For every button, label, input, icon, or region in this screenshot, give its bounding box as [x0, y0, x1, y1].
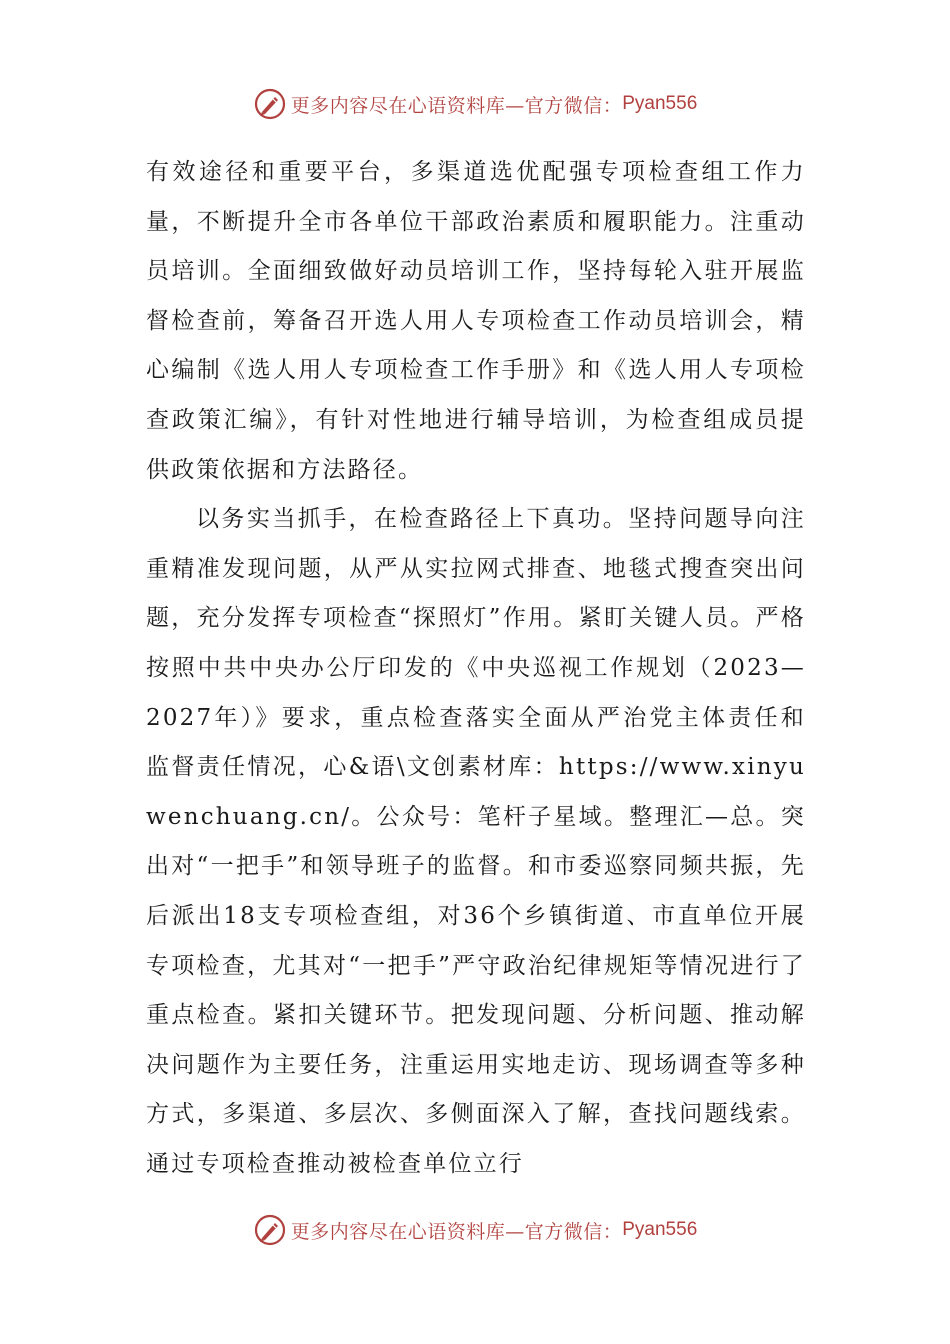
header-brand-text: 更多内容尽在心语资料库—官方微信： — [290, 94, 623, 117]
footer-wechat-handle: Pyan556 — [622, 1219, 698, 1240]
footer-watermark-banner — [0, 1210, 950, 1250]
header-watermark-banner — [0, 84, 950, 124]
header-wechat-handle: Pyan556 — [622, 93, 698, 114]
paragraph-1: 有效途径和重要平台，多渠道选优配强专项检查组工作力量，不断提升全市各单位干部政治素质和履职能力。注重动员培训。全面细致做好动员培训工作，坚持每轮入驻开展监督检查前，筹备召开选人用人专项检查工作动员培训会，精心编制《选人用人专项检查工作手册》和《选人用人专项检查政策汇编》，有针对性地进行辅导培训，为检查组成员提供政策依据和方法路径。 — [146, 159, 806, 483]
pen-logo-icon — [253, 87, 287, 121]
pen-logo-icon — [253, 1213, 287, 1247]
document-body — [146, 148, 806, 1189]
paragraph-2: 以务实当抓手，在检查路径上下真功。坚持问题导向注重精准发现问题，从严从实拉网式排查、地毯式搜查突出问题，充分发挥专项检查“探照灯”作用。紧盯关键人员。严格按照中共中央办公厅印发的《中央巡视工作规划（2023—2027年）》要求，重点检查落实全面从严治党主体责任和监督责任情况，心&语\文创素材库：https://www.xinyuwenchuang.cn/。公众号：笔杆子星域。整理汇—总。突出对“一把手”和领导班子的监督。和市委巡察同频共振，先后派出18支专项检查组，对36个乡镇街道、市直单位开展专项检查，尤其对“一把手”严守政治纪律规矩等情况进行了重点检查。紧扣关键环节。把发现问题、分析问题、推动解决问题作为主要任务，注重运用实地走访、现场调查等多种方式，多渠道、多层次、多侧面深入了解，查找问题线索。通过专项检查推动被检查单位立行 — [146, 506, 806, 1177]
footer-brand-text: 更多内容尽在心语资料库—官方微信： — [290, 1220, 623, 1243]
